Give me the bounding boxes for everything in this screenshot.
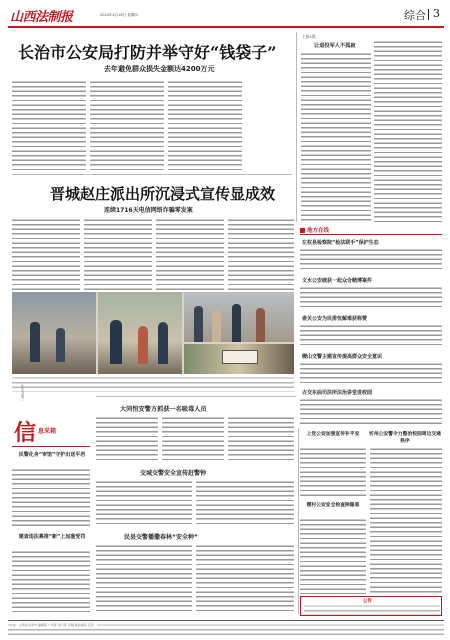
- second-subheadline: 连续1716天电信网络诈骗零发案: [104, 207, 193, 214]
- section-divider: [428, 9, 429, 20]
- person-figure: [194, 306, 203, 342]
- masthead: [8, 4, 444, 26]
- info-item-2-body: [12, 550, 90, 612]
- person-figure: [30, 322, 40, 362]
- second-column-4: [228, 218, 294, 290]
- bottom-center-headline-2: 交城交警安全宣传赶警钟: [140, 470, 207, 477]
- person-figure: [56, 328, 65, 362]
- bottom-right-body-3: [370, 447, 442, 594]
- bottom-center-body-1b: [162, 416, 224, 462]
- local-news-item-4-body: [300, 362, 442, 384]
- footer-text: 社址：山西省太原市 编辑部 广告部 发行部 印刷 邮政编码 定价: [10, 623, 97, 627]
- lead-column-3: [168, 80, 242, 170]
- photo-street-scene: [12, 292, 96, 374]
- masthead-logo: 山西法制报: [10, 10, 73, 25]
- bottom-center-body-3a: [96, 544, 192, 612]
- info-sidebar-rule: [12, 446, 90, 447]
- right-column-headline: 让退役军人不孤寂: [314, 43, 356, 49]
- local-news-item-2-body: [300, 286, 442, 310]
- local-news-icon: [300, 228, 305, 233]
- person-figure: [138, 326, 148, 364]
- local-news-item-3-body: [300, 324, 442, 348]
- photo-crowd: [184, 292, 294, 342]
- bottom-center-top-rule: [96, 396, 296, 397]
- bottom-center-headline-1: 大同恒安警方抓获一名吸毒人员: [120, 406, 207, 413]
- continued-label: 上接1版: [302, 34, 316, 39]
- local-news-item-1: 左权县检察院“检法联手”保护生态: [302, 240, 379, 246]
- photo-outreach: [98, 292, 182, 374]
- bottom-center-body-2b: [196, 480, 294, 526]
- local-news-item-5-body: [300, 398, 442, 424]
- notice-label: 公告: [363, 599, 372, 604]
- local-news-item-1-body: [300, 248, 442, 272]
- masthead-rule: [8, 26, 444, 28]
- page-number: 3: [433, 7, 440, 20]
- section-name: 综合: [404, 9, 426, 22]
- lead-headline: 长治市公安局打防并举守好“钱袋子”: [18, 43, 277, 62]
- photo-caption: [12, 376, 294, 392]
- local-news-item-2: 文水公安破获一起众合赌博案件: [302, 278, 373, 284]
- footer-rule: [8, 620, 444, 621]
- bottom-right-body-1: [300, 447, 366, 499]
- info-item-1-headline: 民警化身“审馆”守护出送平君: [18, 452, 86, 458]
- photo-sign: [184, 344, 294, 374]
- notice-box: [300, 596, 442, 616]
- bottom-center-body-1a: [96, 416, 158, 462]
- local-news-item-3: 壶关公安为民排忧解难获称赞: [302, 316, 368, 322]
- bottom-right-headline-3: 忻州公安警令力整治校园周边交通秩序: [369, 432, 441, 444]
- bottom-center-body-3b: [196, 544, 294, 612]
- bottom-right-headline-1: 上党公安加强宣传补平安: [306, 432, 360, 437]
- lead-column-1: [12, 80, 86, 170]
- right-column-body-2: [374, 40, 442, 222]
- info-sidebar-subtitle: 息采箱: [38, 428, 57, 435]
- info-sidebar-title-char: 信: [14, 420, 37, 446]
- lead-subheadline: 去年避免群众损失金额达4200万元: [104, 65, 215, 73]
- masthead-date: 2024年4月18日 星期四: [100, 13, 138, 17]
- second-column-2: [84, 218, 152, 290]
- person-figure: [232, 304, 241, 342]
- person-figure: [110, 320, 122, 364]
- bottom-center-body-1c: [228, 416, 294, 462]
- local-news-header: [300, 226, 442, 235]
- person-figure: [158, 322, 168, 364]
- bottom-center-body-2a: [96, 480, 192, 526]
- info-item-2-headline: 建查违法募推“新”上加塞受罚: [18, 534, 86, 540]
- sign-board: [222, 350, 258, 364]
- local-news-label: 地方在线: [307, 228, 330, 234]
- bottom-right-divider: [298, 428, 299, 614]
- bottom-right-headline-2: 稷村公安安全检查除隐患: [306, 503, 360, 508]
- person-figure: [212, 310, 221, 342]
- bottom-right-body-2: [300, 518, 366, 594]
- second-headline: 晋城赵庄派出所沉浸式宣传显成效: [50, 185, 276, 203]
- info-item-1-body: [12, 468, 90, 528]
- info-sidebar-label: 让安全第一: [21, 384, 25, 402]
- right-column-body-1: [301, 52, 371, 222]
- person-figure: [256, 308, 265, 342]
- second-story-top-rule: [12, 174, 292, 175]
- local-news-item-5: 古交东曲司法所法治讲堂进校园: [302, 390, 373, 396]
- notice-body: [304, 604, 440, 615]
- lead-column-2: [90, 80, 164, 170]
- photo-collage: [12, 292, 294, 374]
- right-column-divider: [296, 32, 297, 222]
- bottom-center-headline-3: 民县交警播撒春林“安全种”: [124, 534, 198, 541]
- second-column-3: [156, 218, 224, 290]
- second-column-1: [12, 218, 80, 290]
- local-news-item-4: 稷山交警主题宣传提高群众安全意识: [302, 354, 383, 360]
